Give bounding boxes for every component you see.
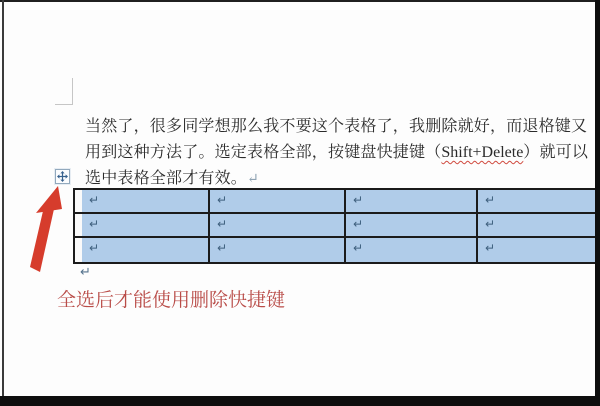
cell-end-mark: ↵	[485, 241, 496, 255]
cell-end-mark: ↵	[89, 241, 100, 255]
selected-table[interactable]	[73, 188, 600, 264]
cell-end-mark: ↵	[89, 217, 100, 231]
table-cell-r2c2[interactable]	[210, 214, 346, 238]
table-cell-r2c3[interactable]	[346, 214, 478, 238]
screen-edge-left	[2, 0, 4, 397]
table-cell-r1c1[interactable]	[75, 190, 210, 214]
table-cell-r3c1[interactable]	[75, 238, 210, 262]
move-cross-icon	[57, 171, 68, 182]
screen-edge-top	[0, 0, 600, 2]
annotation-arrow-icon	[24, 182, 68, 276]
cell-end-mark: ↵	[353, 193, 364, 207]
paragraph-mark-icon: ↵	[247, 172, 259, 187]
after-table-paragraph-mark: ↵	[80, 265, 91, 280]
screen-edge-bottom	[0, 396, 600, 406]
cell-end-mark: ↵	[353, 241, 364, 255]
table-cell-r2c4[interactable]	[478, 214, 598, 238]
cell-end-mark: ↵	[89, 193, 100, 207]
table-cell-r3c3[interactable]	[346, 238, 478, 262]
line3-text: 选中表格全部才有效。	[85, 170, 248, 187]
table-cell-r3c4[interactable]	[478, 238, 598, 262]
table-cell-r1c4[interactable]	[478, 190, 598, 214]
table-cell-r3c2[interactable]	[210, 238, 346, 262]
document-paragraph	[85, 114, 600, 193]
line2-text-before: 用到这种方法了。选定表格全部，按键盘快捷键（	[85, 144, 442, 161]
text-boundary-mark-horizontal	[55, 104, 73, 105]
cell-end-mark: ↵	[353, 217, 364, 231]
cell-end-mark: ↵	[485, 217, 496, 231]
text-boundary-mark-vertical	[72, 78, 73, 105]
paragraph-line-2	[85, 140, 600, 166]
shortcut-text-spellcheck: Shift+Delete	[441, 144, 524, 161]
paragraph-line-3	[85, 166, 600, 193]
cell-end-mark: ↵	[217, 241, 228, 255]
line1-text: 当然了，很多同学想那么我不要这个表格了，我删除就好，而退格键又	[85, 118, 588, 135]
cell-end-mark: ↵	[217, 193, 228, 207]
table-cell-r1c2[interactable]	[210, 190, 346, 214]
table-cell-r1c3[interactable]	[346, 190, 478, 214]
cell-end-mark: ↵	[217, 217, 228, 231]
paragraph-line-1	[85, 114, 600, 140]
screen-edge-right	[595, 0, 600, 406]
annotation-caption: 全选后才能使用删除快捷键	[57, 290, 286, 311]
cell-end-mark: ↵	[485, 193, 496, 207]
table-cell-r2c1[interactable]	[75, 214, 210, 238]
line2-text-after: ）就可以	[523, 144, 589, 161]
